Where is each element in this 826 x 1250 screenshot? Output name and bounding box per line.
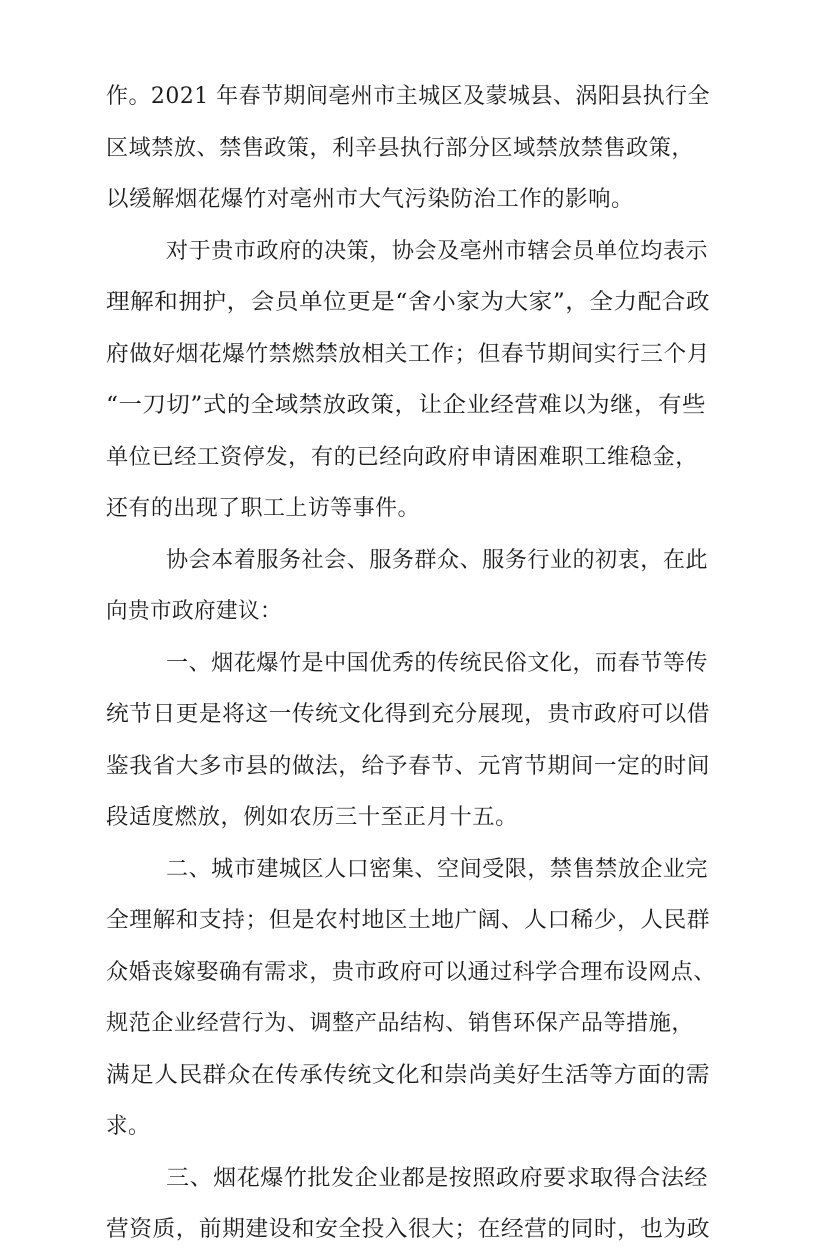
text-line-content: 段适度燃放，例如农历三十至正月十五。 — [106, 805, 518, 830]
text-line-content: 二、城市建城区人口密集、空间受限，禁售禁放企业完 — [166, 857, 708, 882]
text-line-content: 府做好烟花爆竹禁燃禁放相关工作；但春节期间实行三个月 — [106, 342, 710, 367]
text-line — [0, 1159, 826, 1199]
text-line — [0, 850, 826, 890]
text-line — [0, 901, 826, 941]
text-line — [0, 232, 826, 272]
text-line — [0, 644, 826, 684]
text-line — [0, 1004, 826, 1044]
text-line-content: 以缓解烟花爆竹对亳州市大气污染防治工作的影响。 — [106, 187, 634, 212]
text-line — [0, 953, 826, 993]
text-line — [0, 489, 826, 529]
text-line-content: 满足人民群众在传承传统文化和崇尚美好生活等方面的需 — [106, 1063, 710, 1088]
text-line-content: 求。 — [106, 1114, 150, 1139]
text-line-content: 规范企业经营行为、调整产品结构、销售环保产品等措施， — [106, 1011, 694, 1036]
text-line — [0, 1056, 826, 1096]
text-line-content: 理解和拥护，会员单位更是“舍小家为大家”，全力配合政 — [106, 290, 710, 315]
text-line-content: 区域禁放、禁售政策，利辛县执行部分区域禁放禁售政策， — [106, 136, 694, 161]
text-line-content: 还有的出现了职工上访等事件。 — [106, 496, 420, 521]
text-line — [0, 798, 826, 838]
text-line-content: 统节日更是将这一传统文化得到充分展现，贵市政府可以借 — [106, 702, 710, 727]
text-line — [0, 335, 826, 375]
text-line-content: 一、烟花爆竹是中国优秀的传统民俗文化，而春节等传 — [166, 651, 708, 676]
text-line-content: 作。2021 年春节期间亳州市主城区及蒙城县、涡阳县执行全 — [106, 84, 710, 109]
text-line-content: 单位已经工资停发，有的已经向政府申请困难职工维稳金， — [106, 445, 698, 470]
text-line — [0, 592, 826, 632]
text-line — [0, 541, 826, 581]
text-line-content: 鉴我省大多市县的做法，给予春节、元宵节期间一定的时间 — [106, 754, 710, 779]
text-line — [0, 129, 826, 169]
text-line — [0, 695, 826, 735]
text-line — [0, 180, 826, 220]
text-line-content: 营资质，前期建设和安全投入很大；在经营的同时，也为政 — [106, 1217, 710, 1242]
text-line-content: 三、烟花爆竹批发企业都是按照政府要求取得合法经 — [166, 1166, 708, 1191]
text-line — [0, 1210, 826, 1250]
text-line-content: 向贵市政府建议： — [106, 599, 282, 624]
text-line — [0, 386, 826, 426]
text-line-content: 众婚丧嫁娶确有需求，贵市政府可以通过科学合理布设网点、 — [106, 960, 716, 985]
text-line-content: 全理解和支持；但是农村地区土地广阔、人口稀少，人民群 — [106, 908, 710, 933]
text-line-content: “一刀切”式的全域禁放政策，让企业经营难以为继，有些 — [106, 393, 706, 418]
text-line — [0, 747, 826, 787]
text-line — [0, 438, 826, 478]
text-line-content: 对于贵市政府的决策，协会及亳州市辖会员单位均表示 — [166, 239, 708, 264]
text-line — [0, 283, 826, 323]
text-line-content: 协会本着服务社会、服务群众、服务行业的初衷，在此 — [166, 548, 708, 573]
text-line — [0, 77, 826, 117]
text-line — [0, 1107, 826, 1147]
